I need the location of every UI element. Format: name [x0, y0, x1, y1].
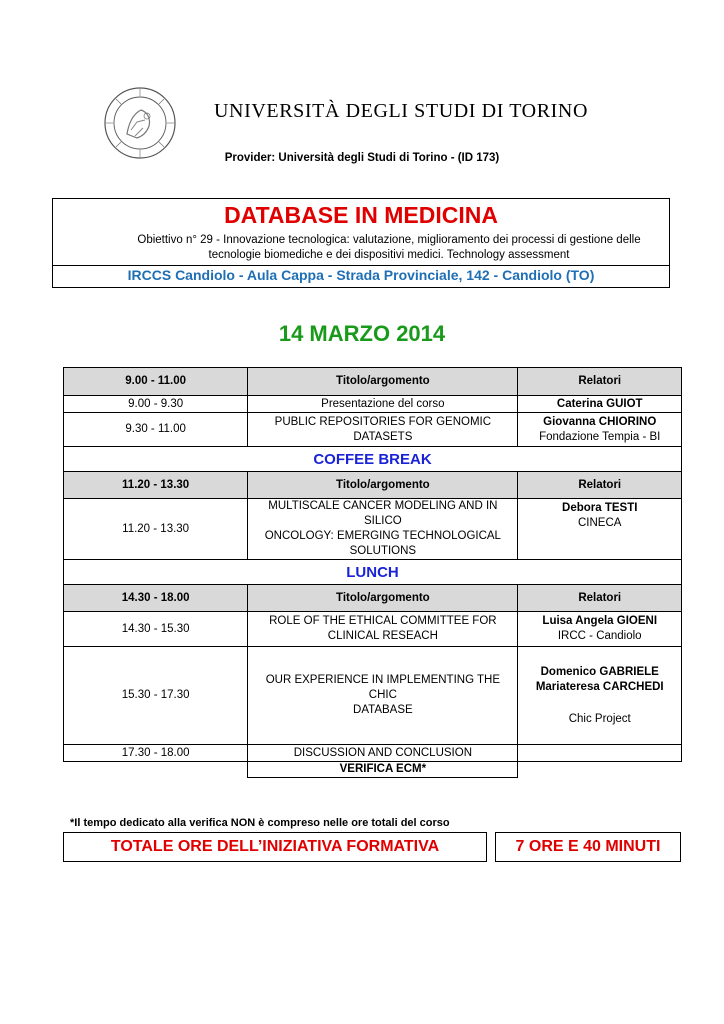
table-header-row: [64, 368, 682, 396]
speaker-affiliation: Chic Project: [568, 712, 631, 725]
row-time: 15.30 - 17.30: [64, 647, 248, 745]
row-speakers: [518, 647, 682, 745]
topic-line: MULTISCALE CANCER MODELING AND IN SILICO: [268, 500, 498, 527]
table-row: [64, 745, 682, 762]
row-topic: Presentazione del corso: [248, 396, 518, 413]
coffee-break-row: [64, 447, 682, 472]
header-time: 11.20 - 13.30: [64, 472, 248, 499]
header-topic: Titolo/argomento: [248, 472, 518, 499]
table-row: [64, 612, 682, 647]
topic-line: DATABASE: [353, 704, 413, 716]
lunch-row: [64, 560, 682, 585]
university-name: UNIVERSITÀ DEGLI STUDI DI TORINO: [214, 100, 588, 122]
speaker-name: Debora TESTI: [562, 502, 638, 514]
schedule-table: [63, 367, 682, 778]
row-time: 14.30 - 15.30: [64, 612, 248, 647]
row-topic: [248, 647, 518, 745]
total-label: TOTALE ORE DELL’INIZIATIVA FORMATIVA: [64, 833, 487, 862]
course-date: 14 MARZO 2014: [278, 321, 446, 346]
row-time: 17.30 - 18.00: [64, 745, 248, 762]
objective-line: tecnologie biomediche e dei dispositivi medici. Technology assessment: [208, 248, 570, 261]
row-speakers: [518, 499, 682, 560]
header-time: 14.30 - 18.00: [64, 585, 248, 612]
total-hours-table: [63, 832, 681, 862]
row-time: 11.20 - 13.30: [64, 499, 248, 560]
speaker-name: Mariateresa CARCHEDI: [535, 680, 664, 693]
row-topic: PUBLIC REPOSITORIES FOR GENOMIC DATASETS: [248, 413, 518, 447]
header-topic: Titolo/argomento: [248, 368, 518, 396]
provider-line: Provider: Università degli Studi di Torino - (ID 173): [224, 152, 500, 164]
row-topic: DISCUSSION AND CONCLUSION: [248, 745, 518, 762]
speaker-name: Luisa Angela GIOENI: [542, 615, 658, 627]
total-value: 7 ORE E 40 MINUTI: [496, 833, 681, 862]
header-speakers: Relatori: [518, 472, 682, 499]
header-speakers: Relatori: [518, 585, 682, 612]
header-speakers: Relatori: [518, 368, 682, 396]
row-time: 9.00 - 9.30: [64, 396, 248, 413]
verifica-row: [64, 762, 682, 778]
table-header-row: [64, 585, 682, 612]
topic-line: ROLE OF THE ETHICAL COMMITTEE FOR: [269, 615, 497, 627]
speaker-affiliation: Fondazione Tempia - BI: [539, 430, 661, 443]
table-row: [64, 396, 682, 413]
speaker-affiliation: IRCC - Candiolo: [557, 630, 642, 642]
row-topic: [248, 612, 518, 647]
lunch-label: LUNCH: [64, 560, 682, 585]
speaker-name: Domenico GABRIELE: [540, 665, 659, 678]
row-time: 9.30 - 11.00: [64, 413, 248, 447]
course-venue: IRCCS Candiolo - Aula Cappa - Strada Provinciale, 142 - Candiolo (TO): [127, 267, 595, 283]
topic-line: SOLUTIONS: [349, 545, 417, 557]
speaker-name: Giovanna CHIORINO: [543, 415, 657, 428]
topic-line: CLINICAL RESEACH: [327, 630, 438, 642]
footnote: *Il tempo dedicato alla verifica NON è compreso nelle ore totali del corso: [70, 817, 450, 829]
table-row: [64, 499, 682, 560]
divider: [53, 265, 669, 266]
header-topic: Titolo/argomento: [248, 585, 518, 612]
table-row: [64, 413, 682, 447]
table-header-row: [64, 472, 682, 499]
row-speakers: [518, 413, 682, 447]
header-time: 9.00 - 11.00: [64, 368, 248, 396]
row-speaker: [518, 745, 682, 762]
topic-line: ONCOLOGY: EMERGING TECHNOLOGICAL: [264, 530, 501, 542]
verifica-label: VERIFICA ECM*: [248, 762, 518, 778]
course-objective: [119, 233, 659, 262]
row-speaker: Caterina GUIOT: [518, 396, 682, 413]
speaker-affiliation: CINECA: [578, 517, 622, 529]
course-title-box: [52, 198, 670, 288]
objective-line: Obiettivo n° 29 - Innovazione tecnologica: valutazione, miglioramento dei processi di gestione delle: [137, 234, 641, 246]
topic-line: OUR EXPERIENCE IN IMPLEMENTING THE CHIC: [265, 674, 500, 701]
coffee-break-label: COFFEE BREAK: [64, 447, 682, 472]
row-speakers: [518, 612, 682, 647]
university-seal-logo: [103, 86, 177, 160]
course-title: DATABASE IN MEDICINA: [224, 202, 498, 228]
table-row: [64, 647, 682, 745]
row-topic: [248, 499, 518, 560]
